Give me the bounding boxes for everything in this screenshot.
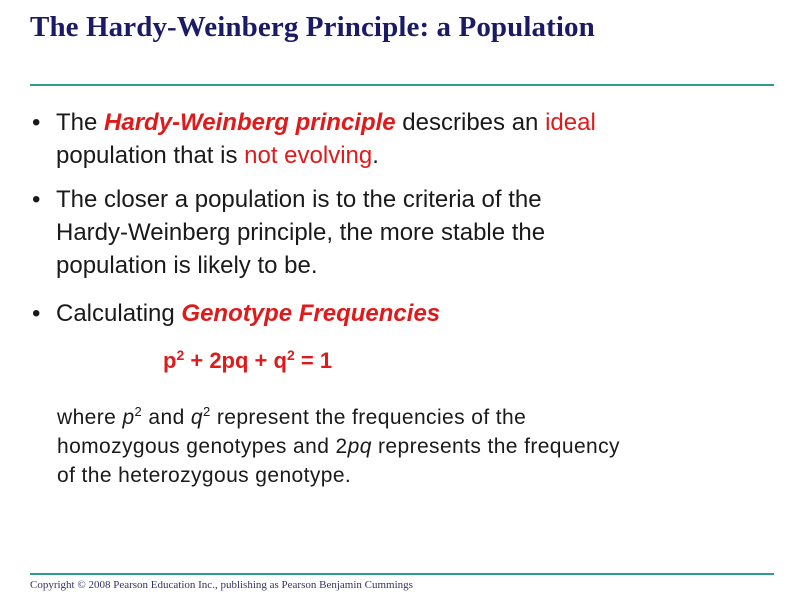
slide-title: The Hardy-Weinberg Principle: a Population <box>30 11 595 43</box>
eq-end: = 1 <box>294 348 333 373</box>
var-q: q <box>190 406 203 429</box>
bullet-1-line-1 <box>56 106 776 139</box>
text-span: The <box>56 109 105 136</box>
bullet-1-text <box>56 106 776 172</box>
explanation-line-1 <box>57 397 620 432</box>
var-p: p <box>122 406 135 429</box>
bullet-dot: • <box>32 186 41 213</box>
eq-p: p <box>163 348 177 373</box>
footer-divider <box>30 573 774 575</box>
exponent: 2 <box>202 404 211 419</box>
text-span: Calculating <box>56 300 182 327</box>
exponent: 2 <box>134 404 143 419</box>
bullet-1-line-2 <box>56 139 776 172</box>
copyright-footer: Copyright © 2008 Pearson Education Inc., publishing as Pearson Benjamin Cummings <box>30 579 413 591</box>
not-evolving-term: not evolving <box>244 142 373 169</box>
eq-exponent: 2 <box>176 347 185 363</box>
text-span: . <box>372 142 379 169</box>
text-span: describes an <box>395 109 546 136</box>
text-span: represents the frequency <box>371 435 620 458</box>
text-span: where <box>57 406 123 429</box>
bullet-3-text <box>56 297 776 330</box>
bullet-3-line-1 <box>56 297 776 330</box>
var-pq: pq <box>347 435 372 458</box>
eq-exponent: 2 <box>286 347 295 363</box>
hardy-weinberg-equation <box>163 347 332 374</box>
eq-middle: + 2pq + q <box>184 348 287 373</box>
explanation-line-3: of the heterozygous genotype. <box>57 464 352 487</box>
explanation-line-2 <box>57 432 620 461</box>
ideal-term: ideal <box>545 109 596 136</box>
title-divider <box>30 84 774 86</box>
text-span: and <box>142 406 191 429</box>
bullet-2-line-2: Hardy-Weinberg principle, the more stable the <box>56 219 546 246</box>
bullet-dot: • <box>32 109 41 136</box>
genotype-frequencies-term: Genotype Frequencies <box>181 300 441 327</box>
bullet-dot: • <box>32 300 41 327</box>
equation-explanation <box>57 397 620 490</box>
bullet-2-line-1: The closer a population is to the criteria of the <box>56 186 542 213</box>
text-span: population that is <box>56 142 245 169</box>
bullet-2-line-3: population is likely to be. <box>56 252 318 279</box>
hardy-weinberg-principle-term: Hardy-Weinberg principle <box>104 109 396 136</box>
bullet-2-text <box>56 183 776 282</box>
text-span: homozygous genotypes and 2 <box>57 435 348 458</box>
text-span: represent the frequencies of the <box>210 406 527 429</box>
